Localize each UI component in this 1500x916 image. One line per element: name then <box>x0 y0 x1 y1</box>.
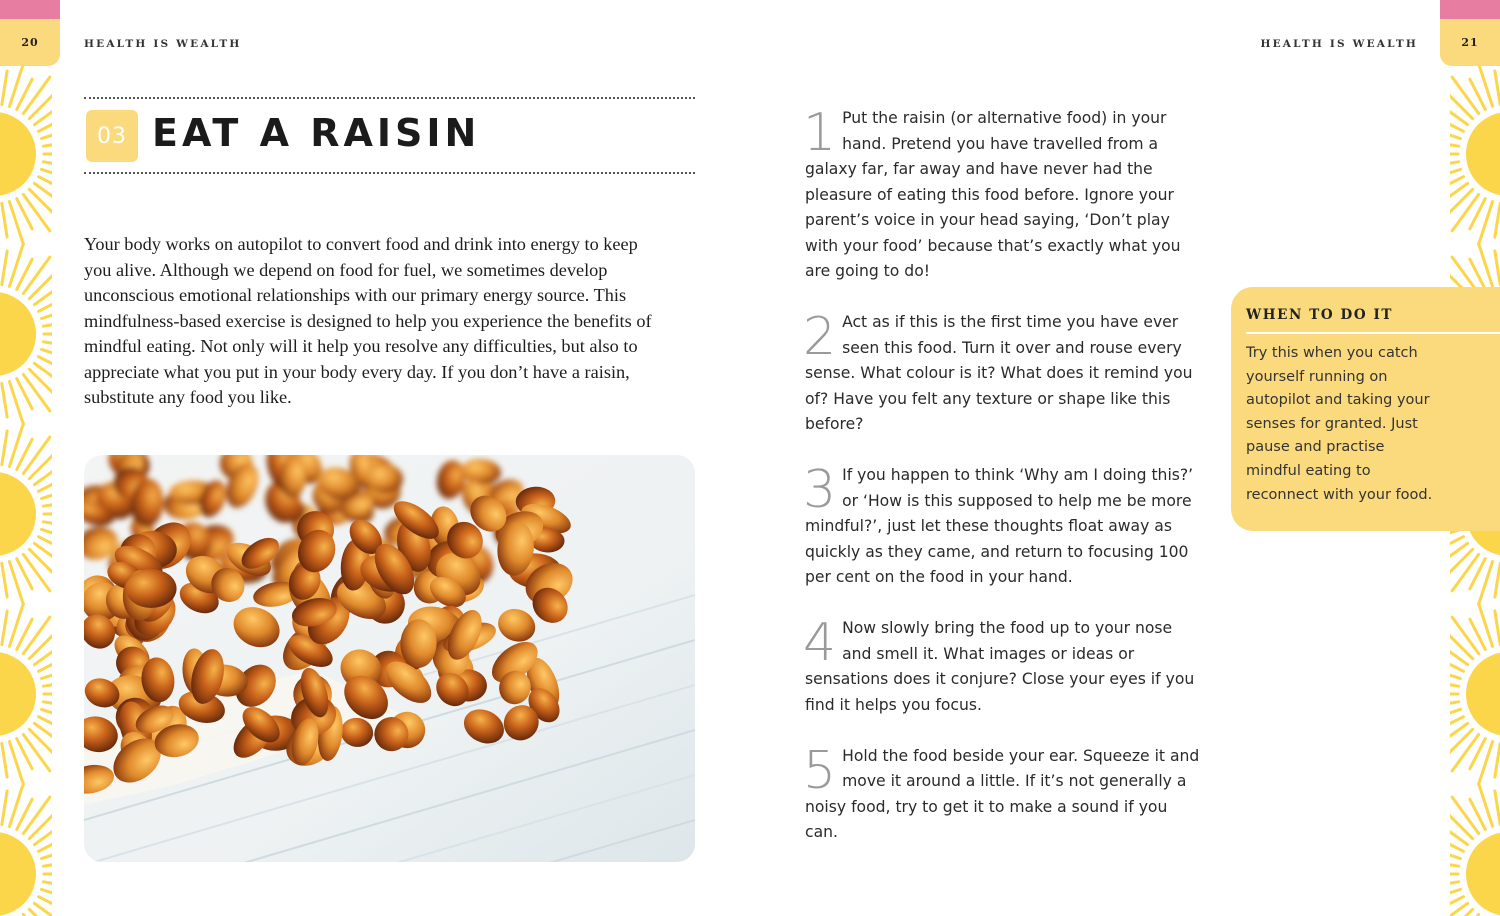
callout-heading: WHEN TO DO IT <box>1246 307 1500 334</box>
sun-icon <box>0 599 52 789</box>
sun-icon <box>1450 64 1500 249</box>
step-item <box>803 307 1205 438</box>
callout-text: Try this when you catch yourself running on autopilot and taking your senses for granted. Just pause and practise mindful eating to reconnect with your food. <box>1246 345 1433 503</box>
page-tab-right <box>1440 0 1500 66</box>
sun-icon <box>0 64 52 249</box>
step-item <box>803 613 1205 718</box>
intro-paragraph: Your body works on autopilot to convert food and drink into energy to keep you alive. Although we depend on food for fuel, we sometimes develop unconscious emotional relationships with our primary energy source. This mindfulness-based exercise is designed to help you experience the benefits of mindful eating. Not only will it help you resolve any difficulties, but also to appreciate what you put in your body every day. If you don’t have a raisin, substitute any food you like. <box>84 234 652 407</box>
sun-border-left <box>0 64 52 916</box>
running-head-right: HEALTH IS WEALTH <box>1260 38 1418 50</box>
step-number: 4 <box>803 613 837 673</box>
step-text: Now slowly bring the food up to your nose and smell it. What images or ideas or sensations does it conjure? Close your eyes if you find it helps you focus. <box>805 619 1195 714</box>
sun-icon <box>0 64 52 916</box>
sun-icon <box>1450 779 1500 916</box>
step-number: 5 <box>803 740 837 801</box>
sun-icon <box>0 239 52 429</box>
step-number: 3 <box>803 460 837 520</box>
step-text: Act as if this is the first time you have ever seen this food. Turn it over and rouse every sense. What colour is it? What does it remind you of? Have you felt any texture or shape like this before? <box>805 313 1193 433</box>
sun-icon <box>1450 599 1500 789</box>
page-number-left: 20 <box>0 19 60 66</box>
sun-icon <box>0 779 52 916</box>
step-item <box>803 460 1205 591</box>
step-text: If you happen to think ‘Why am I doing this?’ or ‘How is this supposed to help me be more mindful?’, just let these thoughts float away as quickly as they came, and return to focusing 100 per cent on the food in your hand. <box>805 466 1194 586</box>
step-text: Hold the food beside your ear. Squeeze it and move it around a little. If it’s not generally a noisy food, try to get it to make a sound if you can. <box>805 746 1200 841</box>
page-title: EAT A RAISIN <box>152 111 481 155</box>
raisins-photo <box>84 455 695 862</box>
steps-list <box>803 103 1205 871</box>
step-number: 1 <box>803 103 837 163</box>
page-tab-left <box>0 0 60 66</box>
title-rule-bottom <box>84 172 695 174</box>
page-number-right: 21 <box>1440 19 1500 66</box>
step-number: 2 <box>803 307 837 367</box>
running-head-left: HEALTH IS WEALTH <box>84 38 242 50</box>
section-number-badge: 03 <box>86 110 138 162</box>
sun-icon <box>0 419 52 609</box>
step-item <box>803 103 1205 285</box>
when-to-do-it-callout <box>1231 287 1500 531</box>
step-item <box>803 740 1205 846</box>
step-text: Put the raisin (or alternative food) in your hand. Pretend you have travelled from a galaxy far, far away and have never had the pleasure of eating this food before. Ignore your parent’s voice in your head saying, ‘Don’t play with your food’ because that’s exactly what you are going to do! <box>805 109 1181 280</box>
raisins-image <box>84 455 695 862</box>
title-rule-top <box>84 97 695 99</box>
